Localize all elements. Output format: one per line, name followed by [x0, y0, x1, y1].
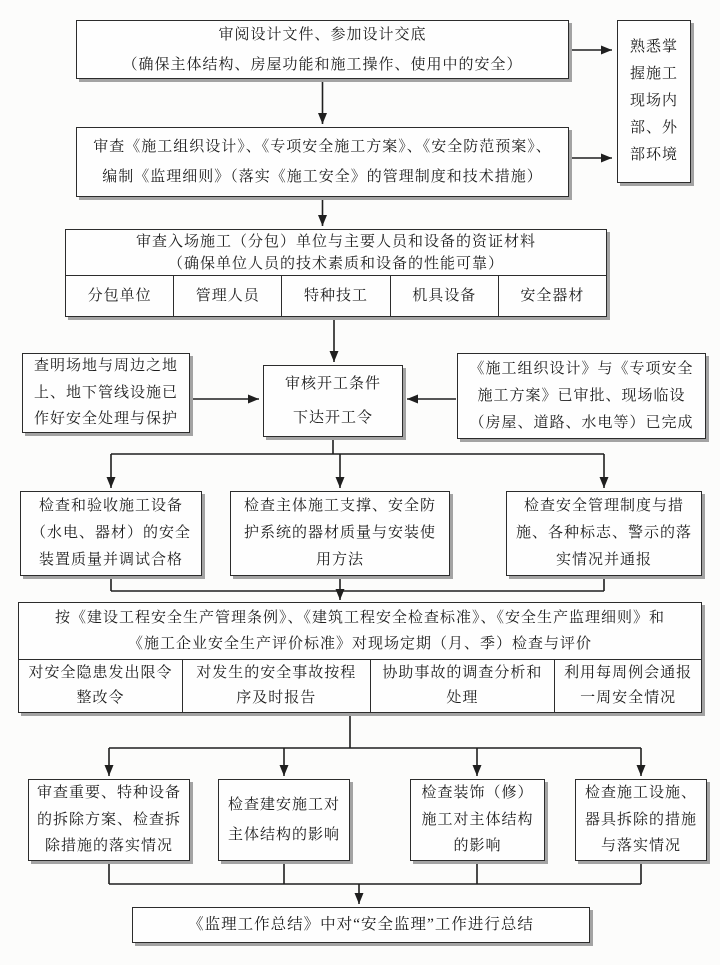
construction-impact-text: 检查建安施工对主体结构的影响 — [227, 797, 340, 843]
periodic-inspection-title2: 《施工企业安全生产评价标准》对现场定期（月、季）检查与评价 — [127, 636, 592, 652]
periodic-inspection-header — [19, 603, 701, 659]
start-approval-box — [263, 365, 403, 437]
credentials-cell-special-workers: 特种技工 — [281, 276, 389, 316]
decoration-impact-text: 检查装饰（修）施工对主体结构的影响 — [421, 785, 534, 855]
accident-report-cell: 对发生的安全事故按程序及时报告 — [182, 660, 370, 712]
summary-box — [132, 907, 590, 943]
credentials-cells-row — [66, 275, 606, 316]
start-approval-line1: 审核开工条件 — [284, 376, 381, 392]
review-design-box — [76, 20, 569, 79]
site-survey-text: 查明场地与周边之地上、地下管线设施已作好安全处理与保护 — [33, 358, 178, 428]
support-system-check-text: 检查主体施工支撑、安全防护系统的器材质量与安装使用方法 — [243, 498, 436, 568]
credentials-title2: （确保单位人员的技术素质和设备的性能可靠） — [167, 255, 504, 272]
summary-text: 《监理工作总结》中对“安全监理”工作进行总结 — [188, 916, 534, 933]
demolition-review-box — [28, 779, 190, 861]
credentials-cell-safety-equipment: 安全器材 — [498, 276, 606, 316]
facility-removal-text: 检查施工设施、器具拆除的措施与落实情况 — [584, 785, 697, 855]
safety-management-check-box — [506, 491, 702, 576]
plans-approved-box — [457, 353, 706, 439]
support-system-check-box — [230, 491, 450, 576]
plans-approved-text: 《施工组织设计》与《专项安全施工方案》已审批、现场临设（房屋、道路、水电等）已完成 — [469, 360, 694, 431]
periodic-inspection-table — [18, 602, 702, 713]
credentials-cell-subcontractor: 分包单位 — [87, 287, 152, 304]
periodic-inspection-title1: 按《建设工程安全生产管理条例》、《建筑工程安全检查标准》、《安全生产监理细则》和 — [54, 610, 665, 626]
credentials-header — [66, 230, 606, 275]
equipment-check-box — [20, 491, 202, 576]
review-plans-line2: 编制《监理细则》（落实《施工安全》的管理制度和技术措施） — [102, 169, 543, 185]
familiarize-site-box — [617, 20, 691, 183]
credentials-cell-managers: 管理人员 — [173, 276, 281, 316]
site-survey-box — [22, 353, 190, 433]
accident-investigation-cell: 协助事故的调查分析和处理 — [370, 660, 555, 712]
demolition-review-text: 审查重要、特种设备的拆除方案、检查拆除措施的落实情况 — [37, 785, 182, 855]
review-plans-line1: 审查《施工组织设计》、《专项安全施工方案》、《安全防范预案》、 — [93, 139, 552, 155]
familiarize-site-text: 熟悉掌握施工现场内部、外部环境 — [629, 39, 678, 163]
review-design-line1: 审阅设计文件、参加设计交底 — [218, 26, 427, 43]
start-approval-line2: 下达开工令 — [292, 410, 373, 426]
review-design-line2: （确保主体结构、房屋功能和施工操作、使用中的安全） — [122, 56, 523, 73]
review-plans-box — [76, 127, 569, 197]
construction-impact-box — [218, 779, 350, 861]
equipment-check-text: 检查和验收施工设备（水电、器材）的安全装置质量并调试合格 — [30, 498, 191, 568]
safety-management-check-text: 检查安全管理制度与措施、各种标志、警示的落实情况并通报 — [515, 498, 692, 568]
decoration-impact-box — [410, 779, 545, 861]
periodic-inspection-cells-row — [19, 659, 701, 712]
credentials-cell-machinery: 机具设备 — [390, 276, 498, 316]
facility-removal-box — [575, 779, 707, 861]
rectification-order-cell: 对安全隐患发出限令整改令 — [28, 664, 173, 706]
credentials-table — [65, 229, 607, 317]
weekly-briefing-cell: 利用每周例会通报一周安全情况 — [554, 660, 701, 712]
credentials-title1: 审查入场施工（分包）单位与主要人员和设备的资证材料 — [135, 233, 536, 250]
